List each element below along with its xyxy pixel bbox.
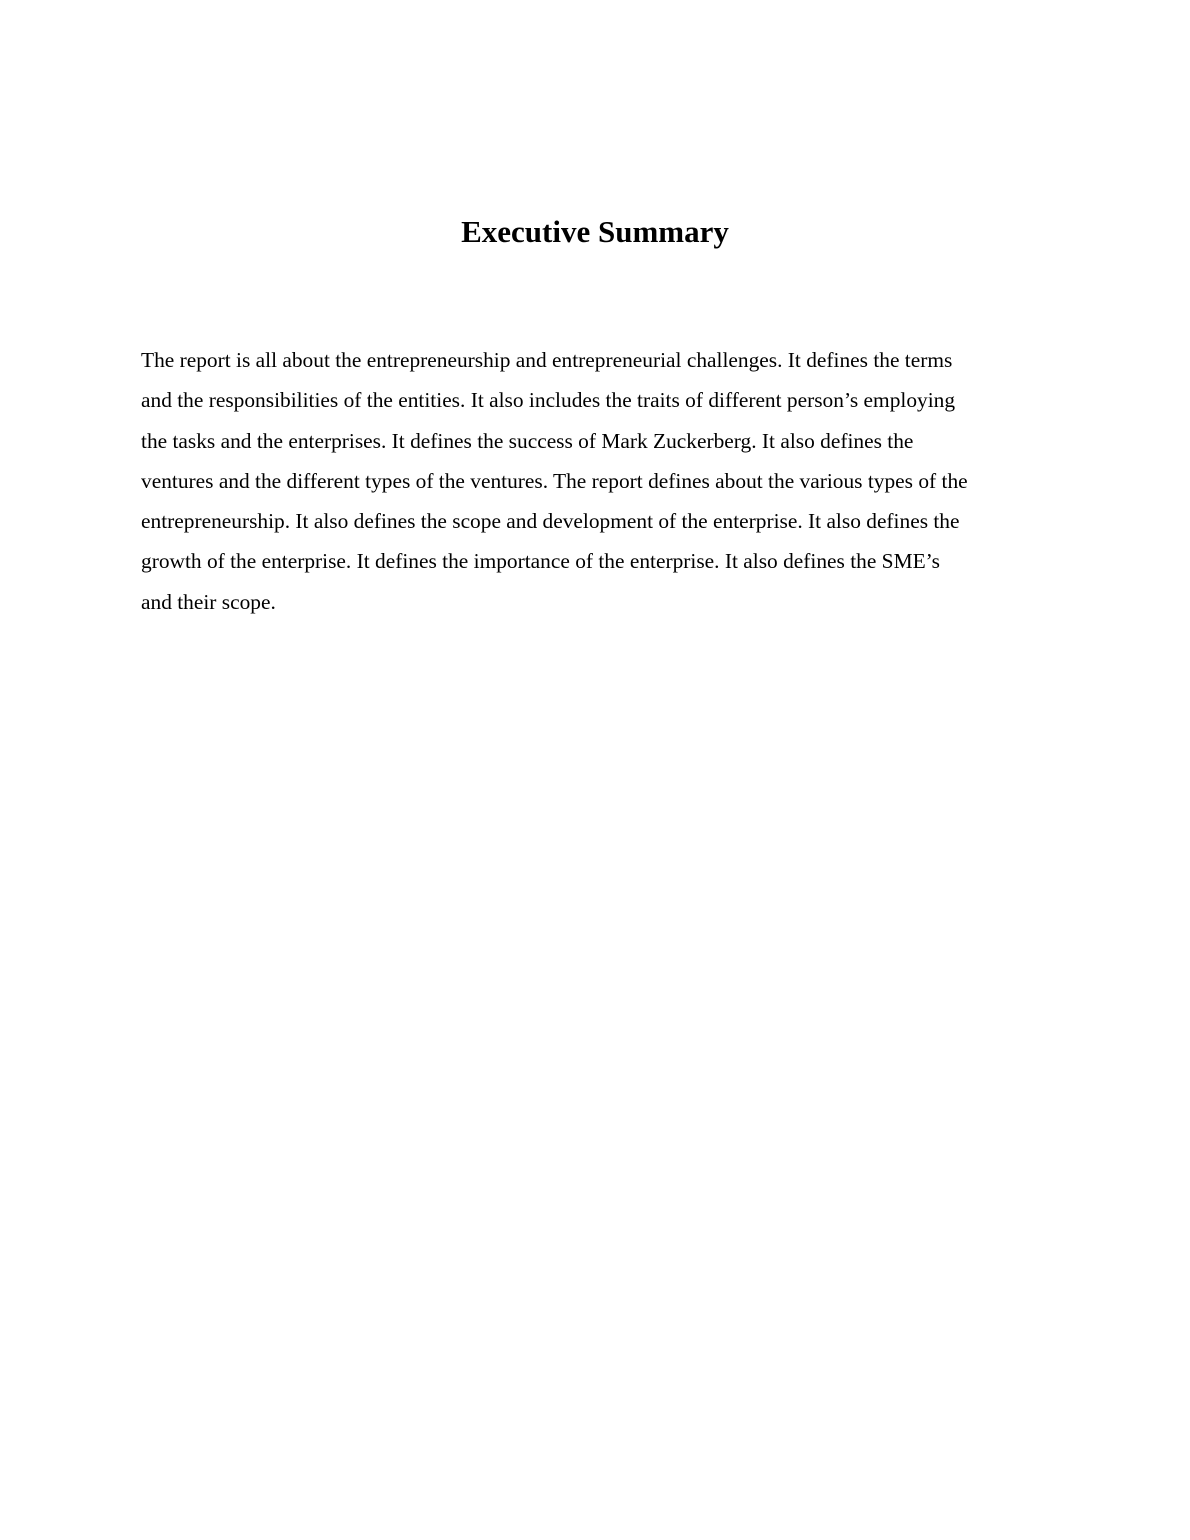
paragraph-line: entrepreneurship. It also defines the scope and development of the enterprise. It also defines the: [141, 509, 960, 534]
paragraph-line: The report is all about the entrepreneurship and entrepreneurial challenges. It defines the terms: [141, 348, 953, 372]
paragraph-line: and the responsibilities of the entities. It also includes the traits of different person’s employing: [141, 388, 956, 413]
paragraph-line: and their scope.: [141, 589, 276, 614]
paragraph-line: growth of the enterprise. It defines the importance of the enterprise. It also defines the SME’s: [141, 549, 940, 574]
page-title: Executive Summary: [461, 214, 729, 249]
paragraph-line: the tasks and the enterprises. It defines the success of Mark Zuckerberg. It also defines the: [141, 428, 914, 453]
summary-paragraph: [141, 340, 1061, 622]
paragraph-line: ventures and the different types of the ventures. The report defines about the various types of the: [141, 468, 968, 493]
